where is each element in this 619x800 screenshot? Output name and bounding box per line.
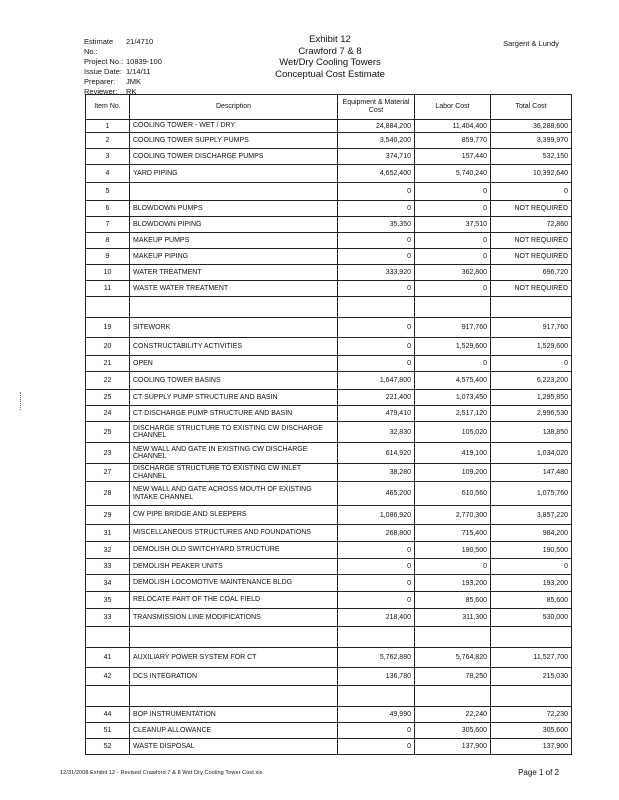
item-no-cell: 33 <box>86 609 130 627</box>
description-cell: MISCELLANEOUS STRUCTURES AND FOUNDATIONS <box>130 525 338 542</box>
table-row <box>86 648 572 668</box>
equipment-cost-cell: 0 <box>338 183 415 201</box>
item-no-cell: 5 <box>86 183 130 201</box>
item-no-cell: 33 <box>86 559 130 575</box>
equipment-cost-cell: 49,990 <box>338 707 415 723</box>
equipment-cost-cell: 0 <box>338 338 415 356</box>
equipment-cost-cell: 24,884,200 <box>338 120 415 133</box>
total-cost-cell: 138,850 <box>491 422 572 443</box>
item-no-cell <box>86 627 130 648</box>
col-labor-cost: Labor Cost <box>415 95 491 120</box>
total-cost-cell: 193,200 <box>491 575 572 592</box>
description-cell <box>130 183 338 201</box>
table-row <box>86 482 572 506</box>
total-cost-cell: 137,900 <box>491 739 572 755</box>
labor-cost-cell: 2,517,120 <box>415 406 491 422</box>
equipment-cost-cell: 5,762,880 <box>338 648 415 668</box>
labor-cost-cell: 157,440 <box>415 149 491 165</box>
total-cost-cell: NOT REQUIRED <box>491 281 572 297</box>
equipment-cost-cell: 0 <box>338 201 415 217</box>
table-row <box>86 390 572 406</box>
item-no-cell: 23 <box>86 443 130 464</box>
table-header-row <box>86 95 572 120</box>
table-row <box>86 201 572 217</box>
item-no-cell: 32 <box>86 542 130 559</box>
meta-row <box>84 67 162 77</box>
item-no-cell: 42 <box>86 668 130 686</box>
table-row <box>86 120 572 133</box>
equipment-cost-cell <box>338 627 415 648</box>
description-cell: CLEANUP ALLOWANCE <box>130 723 338 739</box>
description-cell: RELOCATE PART OF THE COAL FIELD <box>130 592 338 609</box>
total-cost-cell: 917,760 <box>491 318 572 338</box>
item-no-cell: 52 <box>86 739 130 755</box>
labor-cost-cell: 0 <box>415 356 491 372</box>
labor-cost-cell: 859,770 <box>415 133 491 149</box>
description-cell <box>130 686 338 707</box>
item-no-cell: 19 <box>86 318 130 338</box>
labor-cost-cell: 22,240 <box>415 707 491 723</box>
equipment-cost-cell: 0 <box>338 281 415 297</box>
meta-label: Project No.: <box>84 57 124 66</box>
total-cost-cell: 10,392,640 <box>491 165 572 183</box>
description-cell: MAKEUP PUMPS <box>130 233 338 249</box>
description-cell: CW PIPE BRIDGE AND SLEEPERS <box>130 506 338 525</box>
labor-cost-cell: 137,900 <box>415 739 491 755</box>
table-spacer-row <box>86 627 572 648</box>
description-cell: SITEWORK <box>130 318 338 338</box>
table-row <box>86 707 572 723</box>
description-cell: NEW WALL AND GATE IN EXISTING CW DISCHARGE CHANNEL <box>130 443 338 464</box>
description-cell <box>130 627 338 648</box>
table-row <box>86 265 572 281</box>
item-no-cell: 28 <box>86 482 130 506</box>
total-cost-cell: 215,030 <box>491 668 572 686</box>
table-row <box>86 356 572 372</box>
total-cost-cell: 1,034,020 <box>491 443 572 464</box>
equipment-cost-cell: 38,280 <box>338 464 415 482</box>
table-row <box>86 464 572 482</box>
labor-cost-cell: 5,740,240 <box>415 165 491 183</box>
meta-value: 1/14/11 <box>126 67 151 76</box>
table-row <box>86 338 572 356</box>
table-spacer-row <box>86 686 572 707</box>
description-cell: DISCHARGE STRUCTURE TO EXISTING CW DISCHARGE CHANNEL <box>130 422 338 443</box>
meta-value: 10839-100 <box>126 57 162 66</box>
total-cost-cell: 532,150 <box>491 149 572 165</box>
total-cost-cell: 0 <box>491 356 572 372</box>
item-no-cell: 7 <box>86 217 130 233</box>
table-row <box>86 559 572 575</box>
equipment-cost-cell: 0 <box>338 542 415 559</box>
table-row <box>86 739 572 755</box>
total-cost-cell: NOT REQUIRED <box>491 233 572 249</box>
description-cell: COOLING TOWER - WET / DRY <box>130 120 338 133</box>
exhibit-label: Exhibit 12 <box>309 34 351 45</box>
total-cost-cell: 3,857,220 <box>491 506 572 525</box>
equipment-cost-cell: 35,350 <box>338 217 415 233</box>
total-cost-cell: NOT REQUIRED <box>491 249 572 265</box>
total-cost-cell: 0 <box>491 559 572 575</box>
equipment-cost-cell: 221,400 <box>338 390 415 406</box>
item-no-cell: 2 <box>86 133 130 149</box>
labor-cost-cell: 85,600 <box>415 592 491 609</box>
meta-row <box>84 37 162 57</box>
labor-cost-cell: 109,200 <box>415 464 491 482</box>
equipment-cost-cell: 136,780 <box>338 668 415 686</box>
item-no-cell: 24 <box>86 406 130 422</box>
equipment-cost-cell <box>338 686 415 707</box>
description-cell: NEW WALL AND GATE ACROSS MOUTH OF EXISTING INTAKE CHANNEL <box>130 482 338 506</box>
total-cost-cell: 3,399,970 <box>491 133 572 149</box>
item-no-cell: 27 <box>86 464 130 482</box>
equipment-cost-cell: 0 <box>338 233 415 249</box>
equipment-cost-cell <box>338 297 415 318</box>
total-cost-cell: 190,500 <box>491 542 572 559</box>
total-cost-cell: 530,000 <box>491 609 572 627</box>
meta-value: RK <box>126 87 137 96</box>
total-cost-cell: 36,288,600 <box>491 120 572 133</box>
description-cell: TRANSMISSION LINE MODIFICATIONS <box>130 609 338 627</box>
description-cell: COOLING TOWER BASINS <box>130 372 338 390</box>
equipment-cost-cell: 465,200 <box>338 482 415 506</box>
item-no-cell <box>86 686 130 707</box>
total-cost-cell: 72,230 <box>491 707 572 723</box>
item-no-cell: 21 <box>86 356 130 372</box>
total-cost-cell: 1,529,600 <box>491 338 572 356</box>
labor-cost-cell: 78,250 <box>415 668 491 686</box>
table-row <box>86 723 572 739</box>
table-row <box>86 165 572 183</box>
equipment-cost-cell: 333,920 <box>338 265 415 281</box>
item-no-cell: 22 <box>86 372 130 390</box>
total-cost-cell: 147,480 <box>491 464 572 482</box>
table-row <box>86 443 572 464</box>
item-no-cell: 20 <box>86 338 130 356</box>
equipment-cost-cell: 0 <box>338 249 415 265</box>
labor-cost-cell <box>415 627 491 648</box>
meta-row <box>84 77 162 87</box>
equipment-cost-cell: 4,652,400 <box>338 165 415 183</box>
labor-cost-cell: 362,800 <box>415 265 491 281</box>
labor-cost-cell: 917,760 <box>415 318 491 338</box>
description-cell: CT SUPPLY PUMP STRUCTURE AND BASIN <box>130 390 338 406</box>
total-cost-cell: 11,527,700 <box>491 648 572 668</box>
table-row <box>86 609 572 627</box>
item-no-cell: 25 <box>86 422 130 443</box>
table-row <box>86 149 572 165</box>
labor-cost-cell: 105,020 <box>415 422 491 443</box>
total-cost-cell: 85,600 <box>491 592 572 609</box>
meta-label: Reviewer: <box>84 87 118 96</box>
table-row <box>86 542 572 559</box>
meta-row <box>84 57 162 67</box>
item-no-cell: 51 <box>86 723 130 739</box>
equipment-cost-cell: 0 <box>338 739 415 755</box>
total-cost-cell: 984,200 <box>491 525 572 542</box>
total-cost-cell: 72,860 <box>491 217 572 233</box>
description-cell: OPEN <box>130 356 338 372</box>
equipment-cost-cell: 1,647,800 <box>338 372 415 390</box>
item-no-cell: 4 <box>86 165 130 183</box>
description-cell: DCS INTEGRATION <box>130 668 338 686</box>
labor-cost-cell: 0 <box>415 233 491 249</box>
description-cell: WASTE WATER TREATMENT <box>130 281 338 297</box>
document-title <box>250 34 410 80</box>
equipment-cost-cell: 614,920 <box>338 443 415 464</box>
equipment-cost-cell: 0 <box>338 318 415 338</box>
labor-cost-cell: 0 <box>415 559 491 575</box>
description-cell: CT DISCHARGE PUMP STRUCTURE AND BASIN <box>130 406 338 422</box>
description-cell: COOLING TOWER SUPPLY PUMPS <box>130 133 338 149</box>
total-cost-cell: 1,075,760 <box>491 482 572 506</box>
meta-label: Issue Date: <box>84 67 122 76</box>
total-cost-cell: 2,996,530 <box>491 406 572 422</box>
col-equipment-cost: Equipment & Material Cost <box>338 95 415 120</box>
equipment-cost-cell: 1,086,920 <box>338 506 415 525</box>
equipment-cost-cell: 0 <box>338 592 415 609</box>
cost-estimate-table <box>85 94 572 755</box>
labor-cost-cell: 305,600 <box>415 723 491 739</box>
meta-value: JMK <box>126 77 141 86</box>
item-no-cell: 34 <box>86 575 130 592</box>
equipment-cost-cell: 479,410 <box>338 406 415 422</box>
description-cell: CONSTRUCTABILITY ACTIVITIES <box>130 338 338 356</box>
labor-cost-cell <box>415 297 491 318</box>
item-no-cell: 29 <box>86 506 130 525</box>
labor-cost-cell: 190,500 <box>415 542 491 559</box>
description-cell: DISCHARGE STRUCTURE TO EXISTING CW INLET CHANNEL <box>130 464 338 482</box>
description-cell <box>130 297 338 318</box>
description-cell: WASTE DISPOSAL <box>130 739 338 755</box>
col-total-cost: Total Cost <box>491 95 572 120</box>
total-cost-cell: 305,600 <box>491 723 572 739</box>
table-row <box>86 233 572 249</box>
table-row <box>86 592 572 609</box>
labor-cost-cell: 1,073,450 <box>415 390 491 406</box>
equipment-cost-cell: 32,830 <box>338 422 415 443</box>
table-row <box>86 372 572 390</box>
equipment-cost-cell: 0 <box>338 559 415 575</box>
labor-cost-cell: 0 <box>415 201 491 217</box>
total-cost-cell: NOT REQUIRED <box>491 201 572 217</box>
description-cell: BLOWDOWN PIPING <box>130 217 338 233</box>
subject-line: Wet/Dry Cooling Towers <box>279 57 381 68</box>
estimate-meta <box>84 37 162 97</box>
table-row <box>86 249 572 265</box>
item-no-cell: 44 <box>86 707 130 723</box>
labor-cost-cell: 37,510 <box>415 217 491 233</box>
description-cell: BLOWDOWN PUMPS <box>130 201 338 217</box>
total-cost-cell <box>491 297 572 318</box>
table-row <box>86 422 572 443</box>
labor-cost-cell: 2,770,300 <box>415 506 491 525</box>
item-no-cell: 41 <box>86 648 130 668</box>
meta-label: Preparer: <box>84 77 116 86</box>
estimate-type: Conceptual Cost Estimate <box>275 68 385 80</box>
equipment-cost-cell: 268,800 <box>338 525 415 542</box>
labor-cost-cell: 610,560 <box>415 482 491 506</box>
margin-mark <box>20 392 26 410</box>
equipment-cost-cell: 218,400 <box>338 609 415 627</box>
item-no-cell: 3 <box>86 149 130 165</box>
description-cell: WATER TREATMENT <box>130 265 338 281</box>
labor-cost-cell <box>415 686 491 707</box>
labor-cost-cell: 1,529,600 <box>415 338 491 356</box>
table-row <box>86 183 572 201</box>
total-cost-cell: 6,223,200 <box>491 372 572 390</box>
description-cell: AUXILIARY POWER SYSTEM FOR CT <box>130 648 338 668</box>
item-no-cell: 1 <box>86 120 130 133</box>
equipment-cost-cell: 0 <box>338 356 415 372</box>
table-row <box>86 133 572 149</box>
item-no-cell: 25 <box>86 390 130 406</box>
labor-cost-cell: 311,300 <box>415 609 491 627</box>
table-row <box>86 506 572 525</box>
item-no-cell: 31 <box>86 525 130 542</box>
description-cell: DEMOLISH OLD SWITCHYARD STRUCTURE <box>130 542 338 559</box>
labor-cost-cell: 419,100 <box>415 443 491 464</box>
total-cost-cell <box>491 686 572 707</box>
item-no-cell: 35 <box>86 592 130 609</box>
labor-cost-cell: 0 <box>415 249 491 265</box>
meta-label: Estimate No.: <box>84 37 114 56</box>
table-row <box>86 406 572 422</box>
labor-cost-cell: 193,200 <box>415 575 491 592</box>
labor-cost-cell: 0 <box>415 183 491 201</box>
labor-cost-cell: 4,575,400 <box>415 372 491 390</box>
description-cell: BOP INSTRUMENTATION <box>130 707 338 723</box>
total-cost-cell: 1,295,850 <box>491 390 572 406</box>
col-description: Description <box>130 95 338 120</box>
table-row <box>86 525 572 542</box>
labor-cost-cell: 715,400 <box>415 525 491 542</box>
description-cell: YARD PIPING <box>130 165 338 183</box>
labor-cost-cell: 11,404,400 <box>415 120 491 133</box>
company-name: Sargent & Lundy <box>503 39 559 48</box>
item-no-cell: 11 <box>86 281 130 297</box>
total-cost-cell: 696,720 <box>491 265 572 281</box>
description-cell: MAKEUP PIPING <box>130 249 338 265</box>
table-row <box>86 575 572 592</box>
table-row <box>86 668 572 686</box>
plant-name: Crawford 7 & 8 <box>298 45 362 57</box>
item-no-cell: 8 <box>86 233 130 249</box>
page-number: Page 1 of 2 <box>518 768 559 777</box>
total-cost-cell: 0 <box>491 183 572 201</box>
equipment-cost-cell: 0 <box>338 723 415 739</box>
item-no-cell: 9 <box>86 249 130 265</box>
description-cell: DEMOLISH PEAKER UNITS <box>130 559 338 575</box>
table-spacer-row <box>86 297 572 318</box>
item-no-cell <box>86 297 130 318</box>
table-row <box>86 318 572 338</box>
table-row <box>86 217 572 233</box>
item-no-cell: 6 <box>86 201 130 217</box>
description-cell: DEMOLISH LOCOMOTIVE MAINTENANCE BLDG <box>130 575 338 592</box>
labor-cost-cell: 5,764,820 <box>415 648 491 668</box>
col-item-no: Item No. <box>86 95 130 120</box>
footer-file-path: 12/31/2008 Exhibit 12 - Revised Crawford 7 & 8 Wet Dry Cooling Tower Cost.xls <box>60 770 263 776</box>
equipment-cost-cell: 3,540,200 <box>338 133 415 149</box>
total-cost-cell <box>491 627 572 648</box>
meta-value: 21/4710 <box>126 37 154 46</box>
description-cell: COOLING TOWER DISCHARGE PUMPS <box>130 149 338 165</box>
table-row <box>86 281 572 297</box>
equipment-cost-cell: 374,710 <box>338 149 415 165</box>
labor-cost-cell: 0 <box>415 281 491 297</box>
equipment-cost-cell: 0 <box>338 575 415 592</box>
item-no-cell: 10 <box>86 265 130 281</box>
